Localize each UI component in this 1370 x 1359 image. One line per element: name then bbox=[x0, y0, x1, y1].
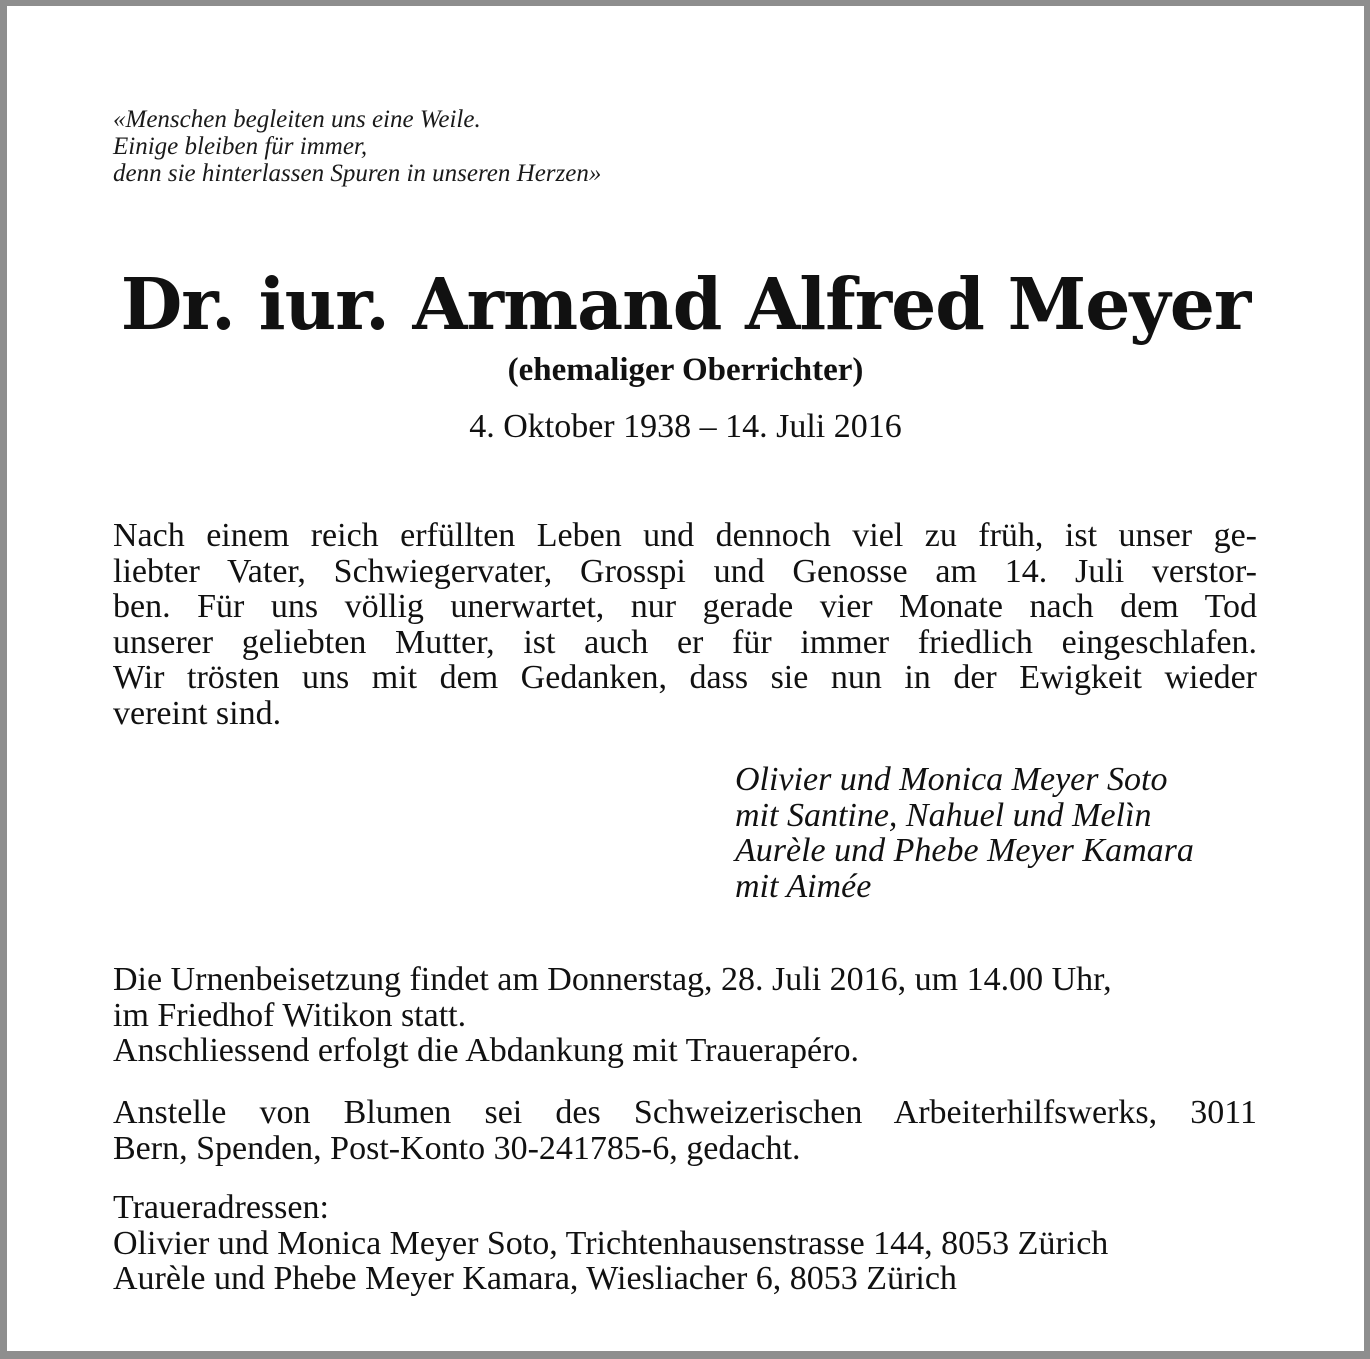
motto-line: denn sie hinterlassen Spuren in unseren Herzen» bbox=[113, 160, 602, 187]
deceased-name: Dr. iur. Armand Alfred Meyer bbox=[120, 262, 1251, 346]
motto-quote bbox=[113, 106, 601, 187]
signer-line: mit Santine, Nahuel und Melìn bbox=[735, 796, 1152, 834]
address-line: Olivier und Monica Meyer Soto, Trichtenhausenstrasse 144, 8053 Zürich bbox=[113, 1224, 1109, 1262]
motto-line: «Menschen begleiten uns eine Weile. bbox=[113, 106, 481, 133]
signers-block bbox=[735, 762, 1194, 904]
announcement-line: vereint sind. bbox=[113, 694, 282, 732]
announcement-line: unserer geliebten Mutter, ist auch er für immer friedlich eingeschlafen. bbox=[113, 623, 1257, 661]
funeral-line: Die Urnenbeisetzung findet am Donnerstag, 28. Juli 2016, um 14.00 Uhr, bbox=[113, 961, 1112, 998]
signer-line: Olivier und Monica Meyer Soto bbox=[735, 761, 1168, 798]
address-line: Aurèle und Phebe Meyer Kamara, Wiesliacher 6, 8053 Zürich bbox=[113, 1260, 957, 1297]
donation-paragraph bbox=[113, 1095, 1257, 1166]
deceased-title: (ehemaliger Oberrichter) bbox=[507, 352, 864, 388]
addresses-heading: Traueradressen: bbox=[113, 1189, 329, 1226]
addresses-paragraph bbox=[113, 1190, 1257, 1297]
announcement-line: Nach einem reich erfüllten Leben und dennoch viel zu früh, ist unser ge- bbox=[113, 517, 1257, 554]
donation-line: Anstelle von Blumen sei des Schweizerischen Arbeiterhilfswerks, 3011 bbox=[113, 1094, 1257, 1131]
announcement-paragraph bbox=[113, 518, 1257, 731]
funeral-paragraph bbox=[113, 962, 1257, 1069]
life-dates: 4. Oktober 1938 – 14. Juli 2016 bbox=[469, 408, 902, 445]
signer-line: Aurèle und Phebe Meyer Kamara bbox=[735, 832, 1194, 869]
funeral-line: Anschliessend erfolgt die Abdankung mit Trauerapéro. bbox=[113, 1032, 859, 1069]
announcement-line: Wir trösten uns mit dem Gedanken, dass sie nun in der Ewigkeit wieder bbox=[113, 659, 1257, 696]
announcement-line: ben. Für uns völlig unerwartet, nur gerade vier Monate nach dem Tod bbox=[113, 588, 1257, 625]
motto-line: Einige bleiben für immer, bbox=[113, 133, 368, 160]
donation-line: Bern, Spenden, Post-Konto 30-241785-6, gedacht. bbox=[113, 1129, 801, 1167]
announcement-line: liebter Vater, Schwiegervater, Grosspi und Genosse am 14. Juli verstor- bbox=[113, 552, 1257, 590]
funeral-line: im Friedhof Witikon statt. bbox=[113, 996, 467, 1034]
signer-line: mit Aimée bbox=[735, 867, 872, 905]
